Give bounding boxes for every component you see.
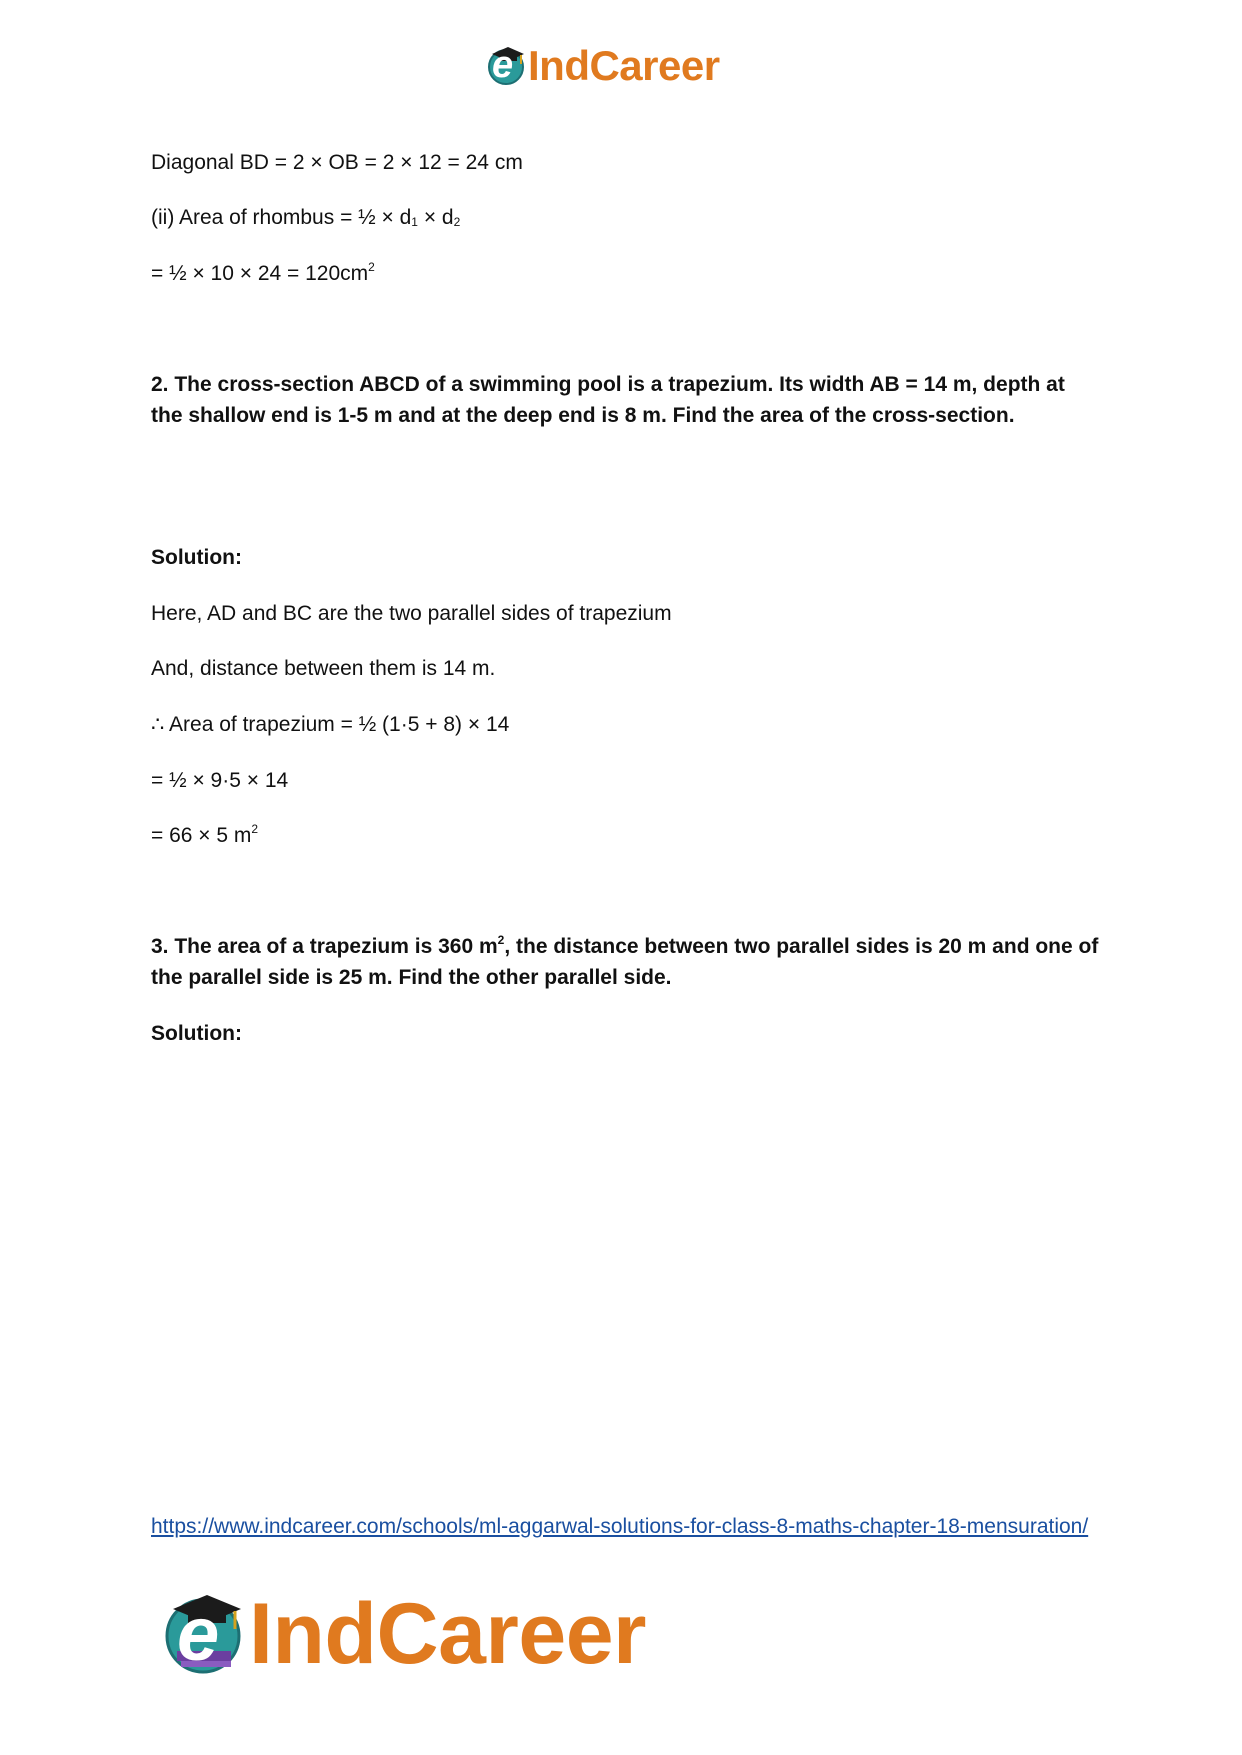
line-area-rhombus-formula: (ii) Area of rhombus = ½ × $d_1 \times d_2$ [151,206,461,229]
question-2: 2. The cross-section ABCD of a swimming pool is a trapezium. Its width AB = 14 m, depth at the shallow end is 1-5 m and at the deep end is 8 m. Find the area of the cross-section. [151,373,1065,427]
header-logo-text: IndCareer [528,42,720,89]
footer-source-link[interactable]: https://www.indcareer.com/schools/ml-aggarwal-solutions-for-class-8-maths-chapter-18-mensuration/ [151,1515,1089,1538]
question-3: 3. The area of a trapezium is 360 $m^2$, the distance between two parallel sides is 20 m and one of the parallel side is 25 m. Find the other parallel side. [151,933,1099,989]
footer-logo-e: e [177,1592,219,1677]
solution-line-3: ∴ Area of trapezium = ½ (1·5 + 8) × 14 [151,713,510,736]
solution-heading: Solution: [151,546,242,569]
solution-line-4: = ½ × 9·5 × 14 [151,769,289,792]
header-logo-e: e [492,44,513,86]
solution-line-1: Here, AD and BC are the two parallel sides of trapezium [151,602,672,625]
line-diagonal-bd: Diagonal BD = 2 × OB = 2 × 12 = 24 cm [151,151,523,174]
footer-logo [163,1585,723,1685]
header-logo [486,42,766,90]
solution-heading-2: Solution: [151,1022,242,1045]
line-area-rhombus-result: = ½ × $10 \times 24 = 120cm^2$ [151,260,375,285]
solution-line-5: = 66 × 5 $m^2$ [151,822,259,847]
footer-logo-text: IndCareer [249,1586,646,1682]
solution-line-2: And, distance between them is 14 m. [151,657,496,680]
